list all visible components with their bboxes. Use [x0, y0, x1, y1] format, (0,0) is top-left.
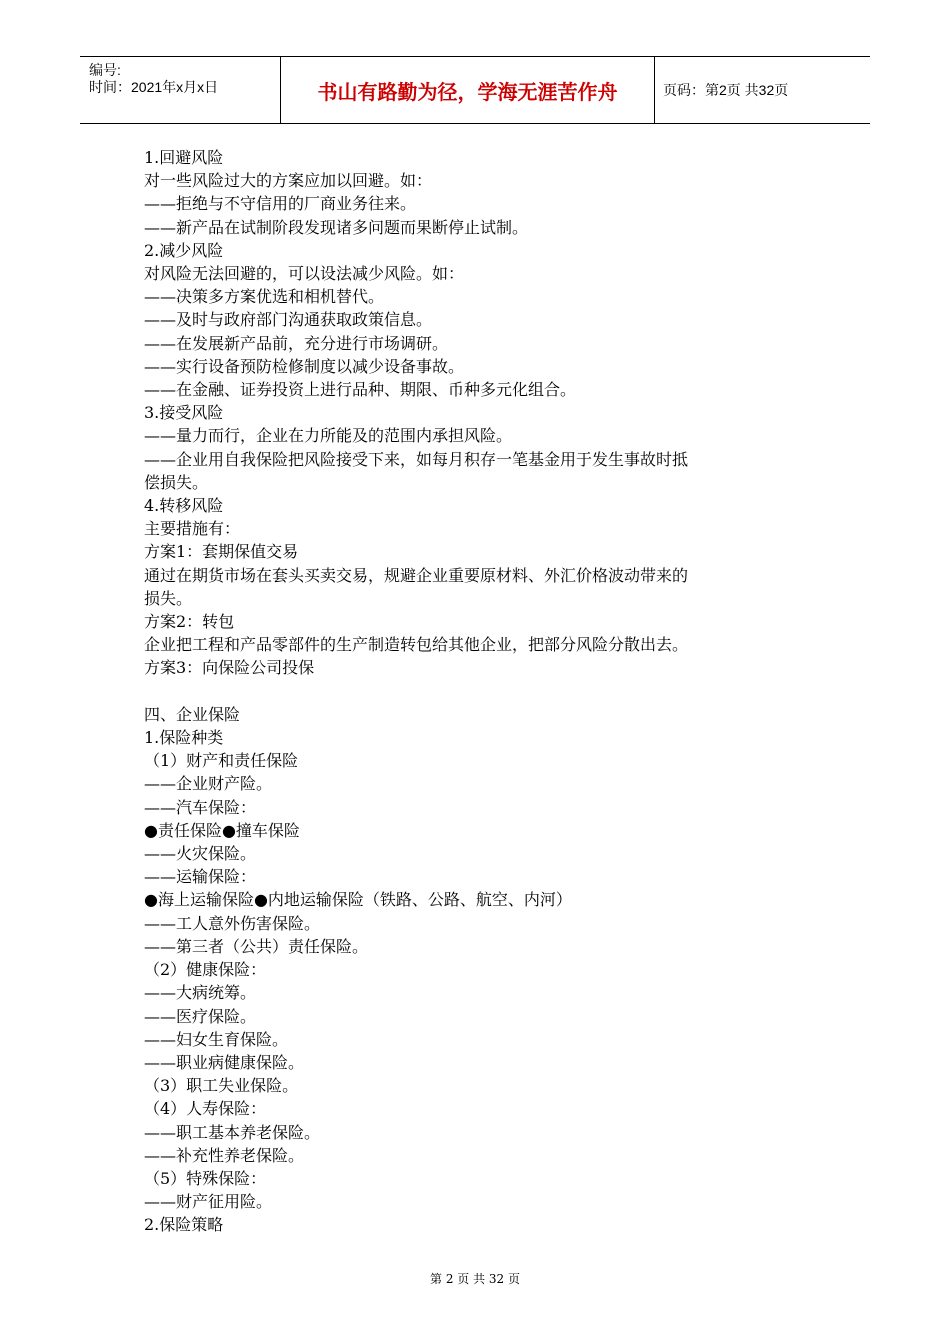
text-line: [144, 680, 844, 703]
text-line: 2.减少风险: [144, 240, 224, 260]
document-body: [144, 146, 844, 1237]
text-line: ——工人意外伤害保险。: [144, 913, 321, 933]
document-time-label: 时间：2021年x月x日: [89, 79, 219, 95]
text-line: ——大病统筹。: [144, 983, 257, 1003]
text-line: ——第三者（公共）责任保险。: [144, 936, 369, 956]
text-line: 主要措施有：: [144, 519, 241, 539]
text-line: 4.转移风险: [144, 496, 224, 516]
page-header: [80, 56, 870, 124]
text-line: ——财产征用险。: [144, 1192, 273, 1212]
text-line: ——职工基本养老保险。: [144, 1122, 321, 1142]
text-line: 1.保险种类: [144, 728, 224, 748]
header-page-info: 页码：第2页 共32页: [663, 82, 789, 98]
text-line: （3）职工失业保险。: [144, 1076, 299, 1096]
text-line: ——新产品在试制阶段发现诸多问题而果断停止试制。: [144, 217, 529, 237]
text-line: ——企业财产险。: [144, 774, 273, 794]
text-line: （2）健康保险：: [144, 960, 267, 980]
text-line: ——职业病健康保险。: [144, 1052, 305, 1072]
text-line: 方案1：套期保值交易: [144, 542, 299, 562]
text-line: 方案3：向保险公司投保: [144, 658, 315, 678]
text-line: ——量力而行，企业在力所能及的范围内承担风险。: [144, 426, 513, 446]
text-line: ——决策多方案优选和相机替代。: [144, 287, 385, 307]
text-line: ——在金融、证券投资上进行品种、期限、币种多元化组合。: [144, 380, 577, 400]
text-line: ——火灾保险。: [144, 844, 257, 864]
text-line: 偿损失。: [144, 472, 209, 492]
text-line: ——医疗保险。: [144, 1006, 257, 1026]
text-line: ——及时与政府部门沟通获取政策信息。: [144, 310, 433, 330]
page-footer: 第 2 页 共 32 页: [430, 1272, 520, 1286]
text-line: 方案2：转包: [144, 612, 235, 632]
text-line: 1.回避风险: [144, 148, 224, 167]
text-line: ——补充性养老保险。: [144, 1145, 305, 1165]
header-meta: [80, 57, 281, 123]
text-line: 损失。: [144, 588, 193, 608]
text-line: 2.保险策略: [144, 1215, 224, 1235]
text-line: ●海上运输保险●内地运输保险（铁路、公路、航空、内河）: [144, 890, 572, 910]
text-line: 企业把工程和产品零部件的生产制造转包给其他企业，把部分风险分散出去。: [144, 635, 689, 655]
text-line: ——拒绝与不守信用的厂商业务往来。: [144, 194, 417, 214]
text-line: 通过在期货市场在套头买卖交易，规避企业重要原材料、外汇价格波动带来的: [144, 565, 689, 585]
text-line: 3.接受风险: [144, 403, 224, 423]
text-line: ——在发展新产品前，充分进行市场调研。: [144, 333, 449, 353]
header-motto: 书山有路勤为径，学海无涯苦作舟: [281, 57, 655, 123]
text-line: （4）人寿保险：: [144, 1099, 267, 1119]
text-line: 四、企业保险: [144, 704, 241, 724]
text-line: （1）财产和责任保险: [144, 751, 299, 771]
document-number-label: 编号:: [89, 62, 121, 78]
text-line: 对风险无法回避的，可以设法减少风险。如：: [144, 264, 465, 284]
text-line: ——妇女生育保险。: [144, 1029, 289, 1049]
text-line: （5）特殊保险：: [144, 1168, 267, 1188]
text-line: ——运输保险：: [144, 867, 257, 887]
text-line: ——汽车保险：: [144, 797, 257, 817]
text-line: ——实行设备预防检修制度以减少设备事故。: [144, 356, 465, 376]
text-line: 对一些风险过大的方案应加以回避。如：: [144, 171, 433, 191]
text-line: ●责任保险●撞车保险: [144, 820, 300, 840]
text-line: ——企业用自我保险把风险接受下来，如每月积存一笔基金用于发生事故时抵: [144, 449, 689, 469]
